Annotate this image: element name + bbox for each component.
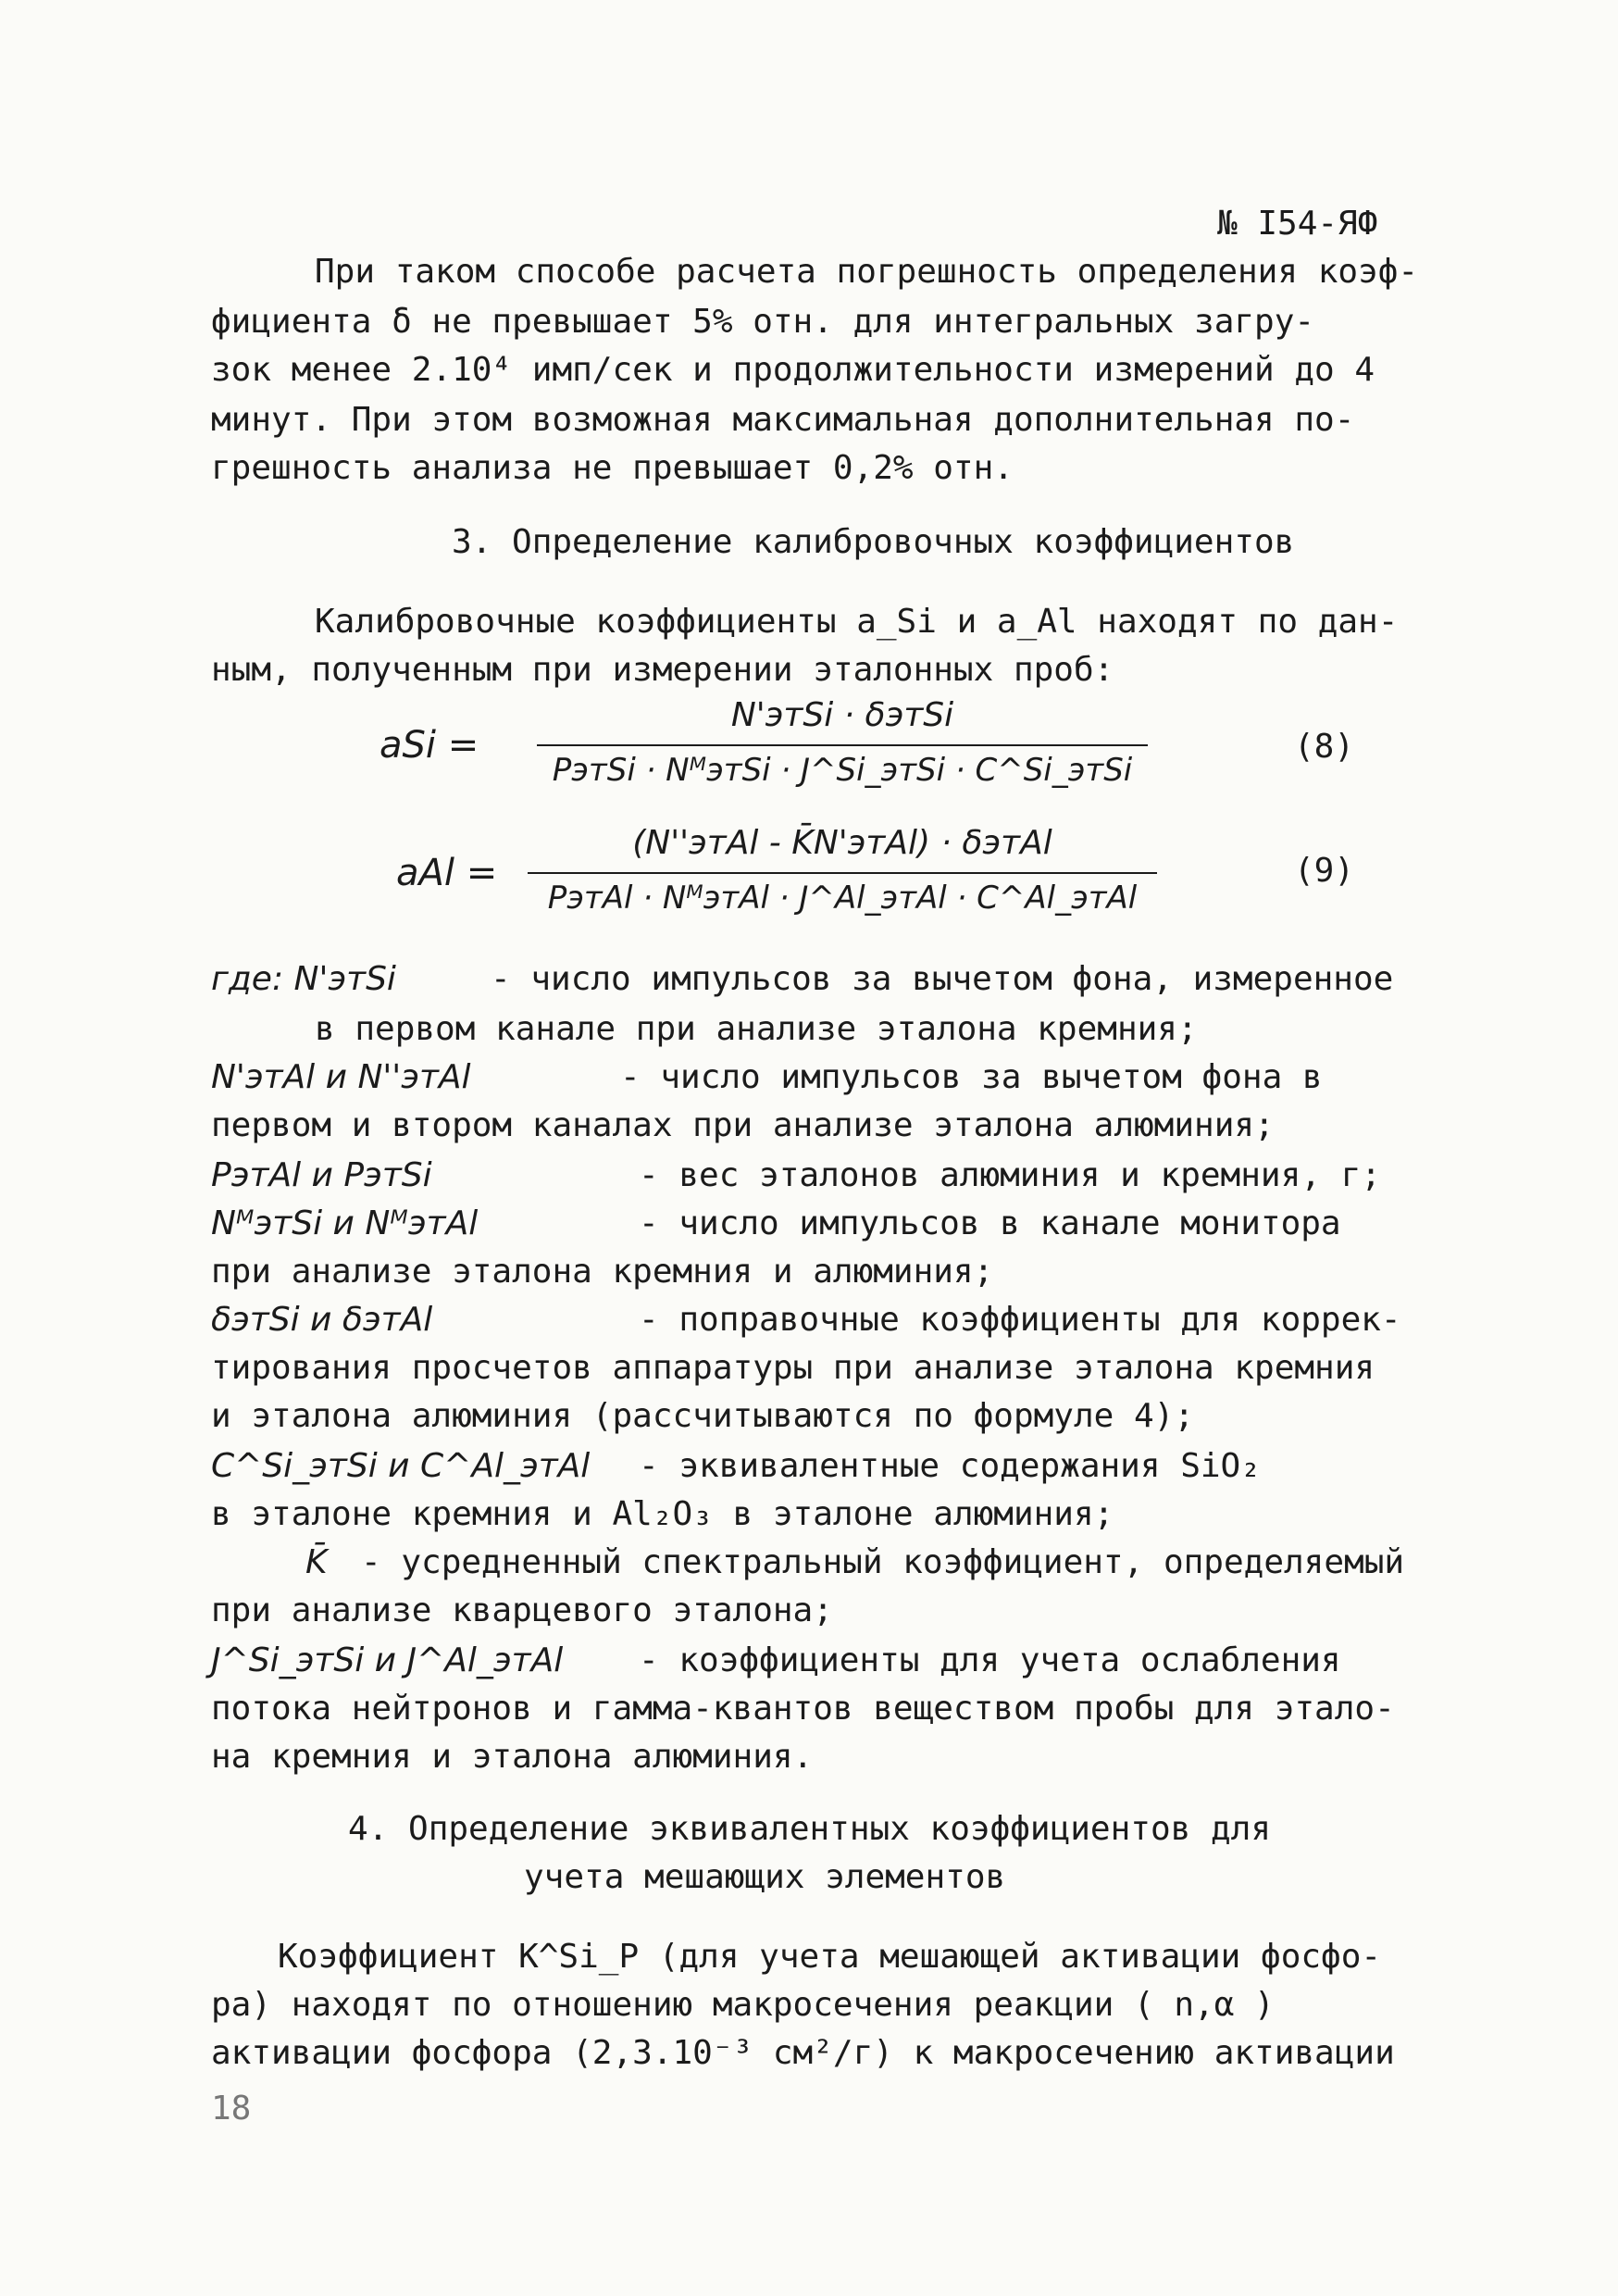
- section4-line: ра) находят по отношению макросечения реакции ( n,α ): [211, 1986, 1275, 2024]
- eq8-lhs: aSi =: [380, 724, 479, 767]
- intro-line: грешность анализа не превышает 0,2% отн.: [211, 449, 1014, 487]
- def-symbol: K̄: [305, 1543, 328, 1581]
- def-text: при анализе кварцевого эталона;: [211, 1591, 833, 1629]
- eq8-number: (8): [1294, 728, 1355, 766]
- def-text: первом и втором каналах при анализе эталона алюминия;: [211, 1106, 1275, 1144]
- def-text: при анализе эталона кремния и алюминия;: [211, 1253, 994, 1291]
- eq8-denominator: PэтSi · NᴹэтSi · J^Si_этSi · C^Si_этSi: [552, 752, 1133, 789]
- def-text: в эталоне кремния и Al₂O₃ в эталоне алюминия;: [211, 1495, 1114, 1533]
- def-text: на кремния и эталона алюминия.: [211, 1738, 814, 1776]
- section3-title: 3. Определение калибровочных коэффициентов: [452, 523, 1295, 561]
- def-text: в первом канале при анализе эталона кремния;: [315, 1010, 1198, 1048]
- eq9-lhs: aAl =: [396, 852, 498, 894]
- def-text: - вес эталонов алюминия и кремния, г;: [639, 1156, 1381, 1194]
- def-symbol: NᴹэтSi и NᴹэтAl: [211, 1204, 479, 1242]
- def-symbol: C^Si_этSi и C^Al_этAl: [211, 1447, 591, 1485]
- def-symbol: J^Si_этSi и J^Al_этAl: [211, 1641, 564, 1679]
- def-text: тирования просчетов аппаратуры при анализе эталона кремния: [211, 1349, 1375, 1387]
- def-text: - эквивалентные содержания SiO₂: [639, 1447, 1261, 1485]
- eq8-numerator: N'этSi · δэтSi: [730, 696, 954, 734]
- def-text: - коэффициенты для учета ослабления: [639, 1641, 1341, 1679]
- doc-number: № I54-ЯФ: [1217, 205, 1378, 243]
- intro-line: зок менее 2.10⁴ имп/сек и продолжительности измерений до 4: [211, 351, 1375, 389]
- intro-line: минут. При этом возможная максимальная дополнительная по-: [211, 401, 1355, 439]
- def-symbol: где: N'этSi: [211, 960, 396, 998]
- section3-line: Калибровочные коэффициенты a_Si и a_Al находят по дан-: [315, 603, 1399, 641]
- eq9-denominator: PэтAl · NᴹэтAl · J^Al_этAl · C^Al_этAl: [547, 880, 1138, 917]
- def-text: - усредненный спектральный коэффициент, определяемый: [361, 1543, 1405, 1581]
- eq8-fraction-bar: [537, 744, 1148, 746]
- def-text: и эталона алюминия (рассчитываются по формуле 4);: [211, 1397, 1195, 1435]
- def-text: - поправочные коэффициенты для коррек-: [639, 1301, 1401, 1339]
- eq9-number: (9): [1294, 852, 1355, 890]
- def-text: - число импульсов за вычетом фона, измеренное: [491, 960, 1394, 998]
- section4-line: активации фосфора (2,3.10⁻³ см²/г) к макросечению активации: [211, 2034, 1395, 2072]
- page-number: 18: [211, 2090, 252, 2128]
- section3-line: ным, полученным при измерении эталонных проб:: [211, 651, 1114, 689]
- eq9-fraction-bar: [528, 872, 1157, 874]
- def-text: - число импульсов за вычетом фона в: [620, 1058, 1323, 1096]
- intro-line: фициента δ не превышает 5% отн. для интегральных загру-: [211, 303, 1315, 341]
- def-symbol: N'этAl и N''этAl: [211, 1058, 471, 1096]
- def-text: потока нейтронов и гамма-квантов веществом пробы для этало-: [211, 1690, 1395, 1728]
- eq9-numerator: (N''этAl - K̄N'этAl) · δэтAl: [632, 824, 1052, 862]
- section4-title: учета мешающих элементов: [524, 1858, 1006, 1896]
- def-symbol: δэтSi и δэтAl: [211, 1301, 433, 1339]
- intro-line: При таком способе расчета погрешность определения коэф-: [315, 253, 1419, 291]
- section4-line: Коэффициент K^Si_P (для учета мешающей активации фосфо-: [278, 1938, 1382, 1976]
- section4-title: 4. Определение эквивалентных коэффициентов для: [348, 1810, 1271, 1848]
- def-symbol: PэтAl и PэтSi: [211, 1156, 432, 1194]
- def-text: - число импульсов в канале монитора: [639, 1204, 1341, 1242]
